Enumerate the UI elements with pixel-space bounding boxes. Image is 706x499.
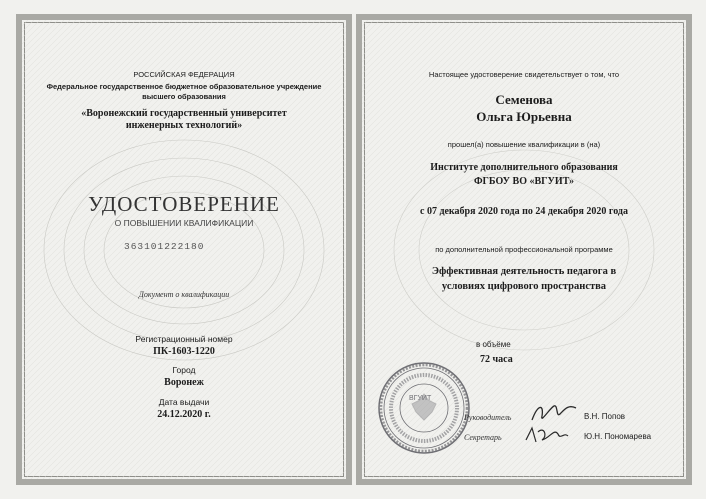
program-line1: Эффективная деятельность педагога в bbox=[431, 266, 617, 277]
serial-number: 363101222180 bbox=[124, 241, 205, 252]
document-note: Документ о квалификации bbox=[138, 290, 230, 299]
university-name-line2: инженерных технологий» bbox=[125, 120, 243, 131]
university-name-line1: «Воронежский государственный университет bbox=[81, 108, 287, 119]
training-period: с 07 декабря 2020 года по 24 декабря 2020 года bbox=[420, 206, 628, 217]
volume-label: в объёме bbox=[476, 340, 511, 349]
passed-text: прошел(а) повышение квалификации в (на) bbox=[447, 140, 601, 149]
document-title: УДОСТОВЕРЕНИЕ bbox=[88, 192, 280, 216]
issue-date-label: Дата выдачи bbox=[158, 397, 210, 407]
institute-line2: ФГБОУ ВО «ВГУИТ» bbox=[473, 176, 575, 187]
secretary-name: Ю.Н. Пономарева bbox=[584, 432, 652, 441]
program-label: по дополнительной профессиональной программе bbox=[435, 245, 613, 254]
city-value: Воронеж bbox=[164, 377, 204, 388]
registration-number: ПК-1603-1220 bbox=[153, 346, 215, 357]
left-page-frame bbox=[16, 14, 352, 485]
volume-value: 72 часа bbox=[480, 354, 513, 365]
city-label: Город bbox=[172, 365, 196, 375]
institution-type-line1: Федеральное государственное бюджетное образовательное учреждение bbox=[46, 82, 322, 91]
document-subtitle: О ПОВЫШЕНИИ КВАЛИФИКАЦИИ bbox=[114, 218, 254, 228]
federation-label: РОССИЙСКАЯ ФЕДЕРАЦИЯ bbox=[133, 70, 235, 79]
program-line2: условиях цифрового пространства bbox=[441, 281, 607, 292]
issue-date-value: 24.12.2020 г. bbox=[157, 409, 211, 420]
secretary-signature bbox=[522, 422, 570, 448]
head-label: Руководитель bbox=[464, 413, 512, 422]
institution-type-line2: высшего образования bbox=[142, 92, 226, 101]
holder-name: Ольга Юрьевна bbox=[476, 109, 572, 124]
intro-text: Настоящее удостоверение свидетельствует о том, что bbox=[428, 70, 620, 79]
secretary-label: Секретарь bbox=[464, 433, 502, 442]
institute-line1: Институте дополнительного образования bbox=[430, 162, 618, 173]
head-name: В.Н. Попов bbox=[584, 412, 626, 421]
holder-surname: Семенова bbox=[495, 92, 553, 107]
official-seal bbox=[376, 360, 472, 456]
seal-abbreviation: ВГУИТ bbox=[409, 395, 432, 402]
registration-label: Регистрационный номер bbox=[135, 334, 233, 344]
right-page-frame bbox=[356, 14, 692, 485]
